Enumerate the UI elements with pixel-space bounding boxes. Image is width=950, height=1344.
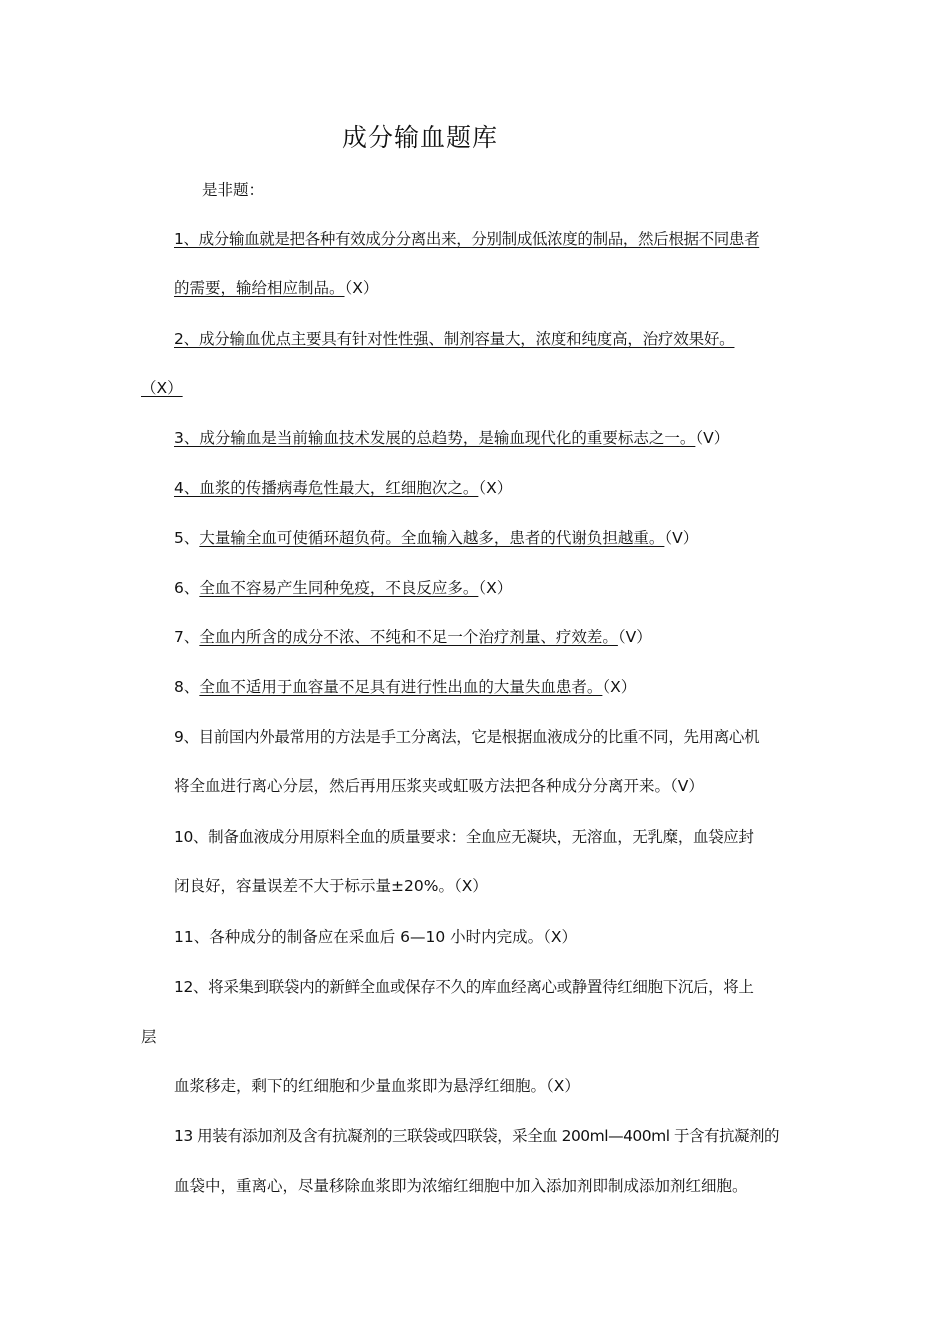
question-8-answer: （X） — [602, 678, 637, 696]
question-9-line-1: 9、目前国内外最常用的方法是手工分离法，它是根据血液成分的比重不同，先用离心机 — [174, 728, 760, 746]
question-1-line-1: 1、成分输血就是把各种有效成分分离出来，分别制成低浓度的制品，然后根据不同患者 — [174, 230, 760, 248]
question-1-line-2: 的需要，输给相应制品。（X） — [174, 279, 379, 297]
question-6-answer: （X） — [478, 579, 513, 597]
question-5-answer: （V） — [664, 529, 699, 547]
question-13-line-2: 血袋中，重离心，尽量移除血浆即为浓缩红细胞中加入添加剂即制成添加剂红细胞。 — [174, 1177, 748, 1195]
question-3-answer: （V） — [695, 429, 730, 447]
question-13-line-1: 13 用装有添加剂及含有抗凝剂的三联袋或四联袋，采全血 200ml—400ml 于含有抗凝剂的 — [174, 1127, 779, 1145]
question-11: 11、各种成分的制备应在采血后 6—10 小时内完成。（X） — [174, 928, 578, 946]
question-4-answer: （X） — [478, 479, 513, 497]
question-8: 8、全血不适用于血容量不足具有进行性出血的大量失血患者。（X） — [174, 678, 637, 696]
section-heading: 是非题： — [202, 181, 265, 199]
question-10-line-1: 10、制备血液成分用原料全血的质量要求：全血应无凝块，无溶血，无乳糜，血袋应封 — [174, 828, 754, 846]
question-4: 4、血浆的传播病毒危性最大，红细胞次之。（X） — [174, 479, 513, 497]
question-6: 6、全血不容易产生同种免疫，不良反应多。（X） — [174, 579, 513, 597]
question-9-line-2: 将全血进行离心分层，然后再用压浆夹或虹吸方法把各种成分分离开来。（V） — [174, 777, 704, 795]
question-2-line-1: 2、成分输血优点主要具有针对性性强、制剂容量大，浓度和纯度高，治疗效果好。 — [174, 330, 735, 348]
question-5: 5、大量输全血可使循环超负荷。全血输入越多，患者的代谢负担越重。（V） — [174, 529, 699, 547]
question-3: 3、成分输血是当前输血技术发展的总趋势，是输血现代化的重要标志之一。（V） — [174, 429, 730, 447]
question-2-line-2: （X） — [141, 379, 183, 397]
question-12-line-3: 血浆移走，剩下的红细胞和少量血浆即为悬浮红细胞。（X） — [174, 1077, 580, 1095]
question-7: 7、全血内所含的成分不浓、不纯和不足一个治疗剂量、疗效差。（V） — [174, 628, 652, 646]
question-12-line-1: 12、将采集到联袋内的新鲜全血或保存不久的库血经离心或静置待红细胞下沉后，将上 — [174, 978, 754, 996]
document-title: 成分输血题库 — [342, 123, 499, 152]
question-10-line-2: 闭良好，容量误差不大于标示量±20%。（X） — [174, 877, 488, 895]
question-7-answer: （V） — [617, 628, 652, 646]
question-1-answer: （X） — [344, 279, 379, 297]
question-12-line-2: 层 — [141, 1028, 157, 1046]
